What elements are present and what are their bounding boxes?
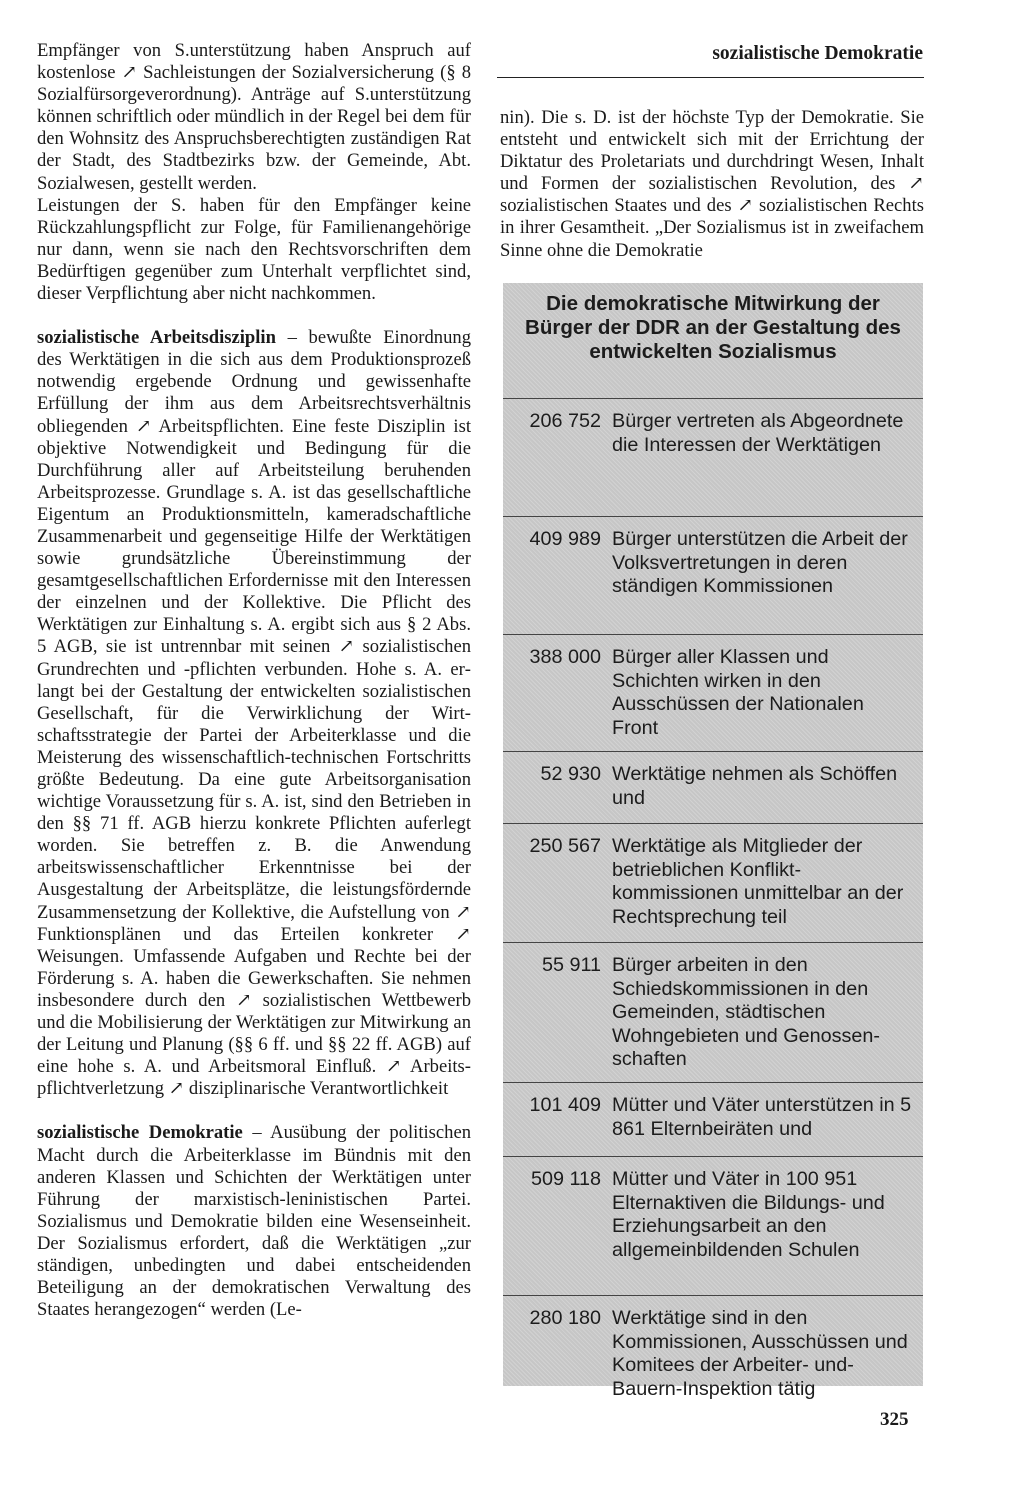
right-column [500, 107, 924, 262]
stat-number: 52 930 [540, 763, 601, 785]
page-number: 325 [880, 1409, 909, 1430]
stat-text: Werktätige als Mitglieder der betrieblichen Konfliktkommissionen unmittelbar an der Rechtsprechung teil [612, 835, 904, 928]
running-header: sozialistische Demokratie [712, 43, 923, 64]
entry-term: sozialistische Arbeitsdisziplin [37, 327, 276, 349]
stat-number: 509 118 [530, 1168, 601, 1190]
paragraph-demokratie-continued: nin). Die s. D. ist der höchste Typ der Demokratie. Sie entsteht und entwickelt sich mit der Errichtung der Diktatur des Proletariats und durchdringt Wesen, Inhalt und Formen der sozialistischen Revolution, des ↗ sozialistischen Staates und des ↗ sozialistischen Rechts in ihrer Gesamtheit. „Der Sozialismus ist in zweifachem Sinne ohne die Demokratie [500, 107, 924, 261]
stat-number: 280 180 [529, 1307, 601, 1329]
stat-text: Werktätige sind in den Kommissionen, Ausschüssen und Komitees der Arbeiter- und-Bauern-Inspektion tätig [612, 1307, 908, 1400]
stat-text: Bürger aller Klassen und Schichten wirken in den Ausschüssen der Nationalen Front [612, 646, 864, 739]
entry-demokratie [37, 1122, 471, 1321]
entry-text: – Ausübung der politischen Macht durch die Arbeiterklasse im Bündnis mit den anderen Klassen und Schichten der Werktätigen unter Führung der marxistisch-leninistischen Partei. Sozialismus und Demokratie bilden eine Wesenseinheit. Der Sozialismus erfordert, daß die Werktätigen „zur ständigen, unbedingten und dabei entscheidenden Beteiligung an der demokratischen Verwaltung des Staates herangezogen“ werden (Le- [37, 1122, 471, 1321]
stat-text: Werktätige nehmen als Schöffen und [612, 763, 898, 809]
stat-text: Mütter und Väter unterstützen in 5 861 Elternbeiräten und [612, 1094, 912, 1140]
box-title: Die demokratische Mitwirkung der Bürger der DDR an der Gestaltung des entwickelten Sozialismus [525, 292, 901, 363]
stat-text: Bürger vertreten als Abgeordnete die Interessen der Werktätigen [612, 410, 904, 456]
stat-number: 388 000 [529, 646, 601, 668]
entry-text: – bewußte Einordnung des Werktätigen in die sich aus dem Produktionsprozeß notwendig ergebende Ordnung und gewissenhafte Erfüllung der ihm aus dem Arbeitsrechtsverhältnis obliegenden ↗ Arbeitspflichten. Eine feste Disziplin ist objektive Notwendigkeit und Bedingung für die Durchführung aller auf Arbeitsteilung beruhenden Arbeitsprozesse. Grundlage s. A. ist das gesellschaftliche Eigentum an Produktionsmitteln, kameradschaftliche Zusammenarbeit und gegenseitige Hilfe der Werktätigen sowie grundsätzliche Übereinstimmung der gesamtgesellschaftlichen Erfordernisse mit den Interessen der einzelnen und der Kollektive. Die Pflicht des Werktätigen zur Einhaltung s. A. ergibt sich aus § 2 Abs. 5 AGB, sie ist untrennbar mit seinen ↗ sozialistischen Grundrechten und -pflichten verbunden. Hohe s. A. erlangt bei der Gestaltung der entwickelten sozialistischen Gesellschaft, für die Verwirklichung der Wirtschaftsstrategie der Partei der Arbeiterklasse und die Meisterung des wissenschaftlich-technischen Fortschritts größte Bedeutung. Da eine gute Arbeitsorganisation wichtige Voraussetzung für s. A. ist, sind den Betrieben in den §§ 71 ff. AGB hierzu konkrete Pflichten auferlegt worden. Sie betreffen z. B. die Anwendung arbeitswissenschaftlicher Erkenntnisse bei der Ausgestaltung der Arbeitsplätze, die leistungsfördernde Zusammensetzung der Kollektive, die Aufstellung von ↗ Funktionsplänen und das Erteilen konkreter ↗ Weisungen. Umfassende Aufgaben und Rechte bei der Förderung s. A. haben die Gewerkschaften. Sie nehmen insbesondere durch den ↗ sozialistischen Wettbewerb und die Mobilisierung der Werktätigen zur Mitwirkung an der Leitung und Planung (§§ 6 ff. und §§ 22 ff. AGB) auf eine hohe s. A. und Arbeitsmoral Einfluß. ↗ Arbeitspflichtverletzung ↗ disziplinarische Verantwortlichkeit [37, 327, 471, 1100]
stat-text: Bürger arbeiten in den Schiedskommissionen in den Gemeinden, städtischen Wohngebieten und Genossenschaften [612, 954, 880, 1071]
stat-row [503, 1295, 923, 1406]
header-rule [497, 77, 924, 78]
stat-number: 55 911 [541, 954, 601, 976]
stat-row [503, 516, 923, 634]
stat-number: 101 409 [529, 1094, 601, 1116]
paragraph-sozialunterstuetzung-2: Leistungen der S. haben für den Empfänger keine Rückzahlungspflicht zur Folge, für Familienangehörige nur dann, wenn sie nach den Rechtsvorschriften dem Bedürftigen gegenüber zum Unterhalt verpflichtet sind, dieser Verpflichtung aber nicht nachkommen. [37, 194, 471, 305]
stat-number: 409 989 [529, 528, 601, 550]
entry-arbeitsdisziplin [37, 327, 471, 1100]
stat-number: 250 567 [529, 835, 601, 857]
entry-term: sozialistische Demokratie [37, 1122, 243, 1144]
stat-text: Bürger unterstützen die Arbeit der Volksvertretungen in deren ständigen Kommissionen [612, 528, 908, 598]
stat-number: 206 752 [529, 410, 601, 432]
statistics-box [503, 283, 923, 1400]
stat-row [503, 1082, 923, 1156]
stat-row [503, 942, 923, 1082]
paragraph-sozialunterstuetzung-1: Empfänger von S.unterstützung haben Anspruch auf kostenlose ↗ Sachleistungen der Sozialversicherung (§ 8 Sozialfürsorgeverordnung). Anträge auf S.unterstützung können schriftlich oder mündlich in der Regel bei dem für den Wohnsitz des Anspruchsberechtigten zuständigen Rat der Stadt, des Stadtbezirks bzw. der Gemeinde, Abt. Sozialwesen, gestellt werden. [37, 40, 471, 194]
stat-row [503, 634, 923, 751]
left-column [37, 40, 471, 1321]
stat-row [503, 751, 923, 823]
stat-row [503, 398, 923, 516]
stat-row [503, 823, 923, 942]
stat-row [503, 1156, 923, 1295]
stat-text: Mütter und Väter in 100 951 Elternaktiven die Bildungs- und Erziehungsarbeit an den allgemeinbildenden Schulen [612, 1168, 885, 1261]
